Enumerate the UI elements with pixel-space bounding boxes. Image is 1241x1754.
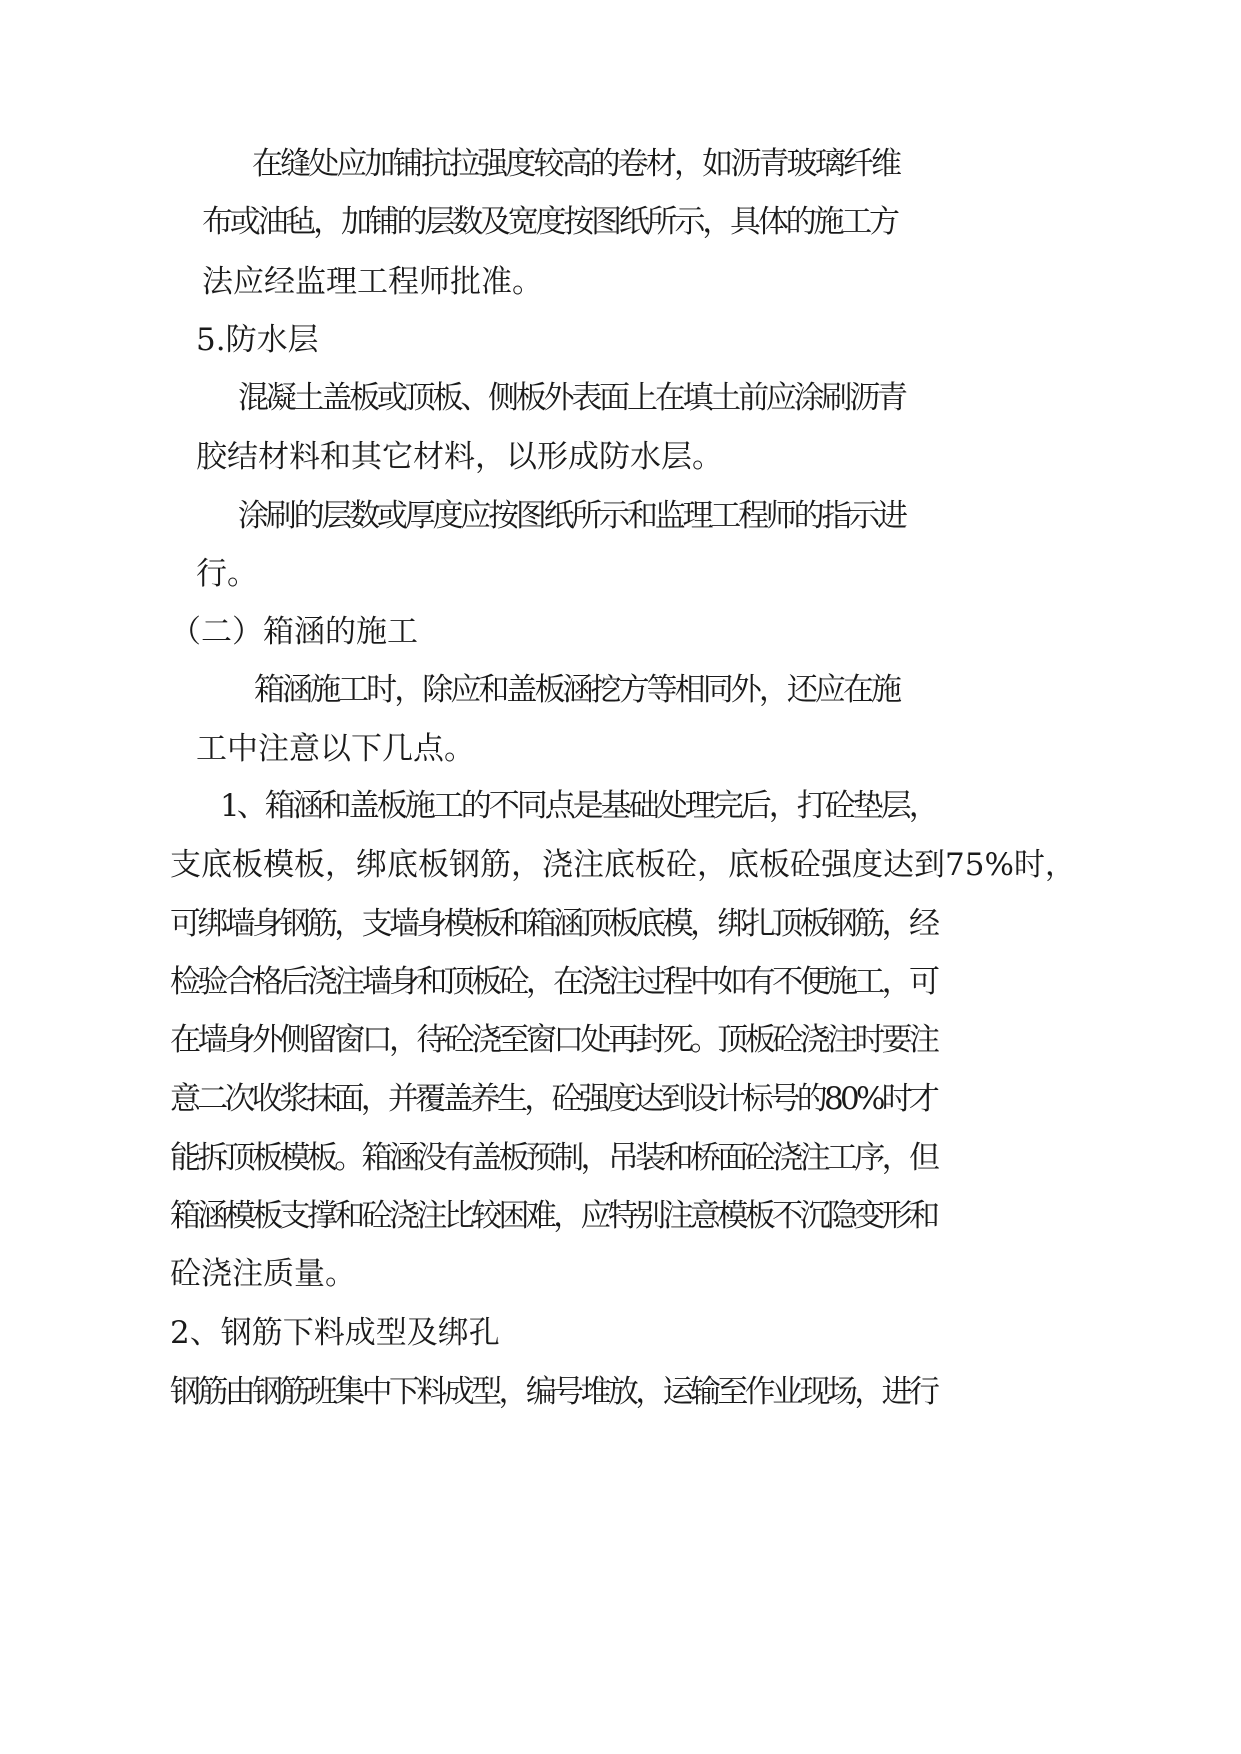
- text-line: 工中注意以下几点。: [196, 731, 475, 767]
- text-line: 可绑墙身钢筋，支墙身模板和箱涵顶板底模，绑扎顶板钢筋，经: [170, 906, 937, 942]
- text-line: 意二次收浆抹面，并覆盖养生，砼强度达到设计标号的80%时才: [170, 1081, 937, 1117]
- text-line: 布或油毡，加铺的层数及宽度按图纸所示，具体的施工方: [202, 204, 897, 240]
- text-line: 在缝处应加铺抗拉强度较高的卷材，如沥青玻璃纤维: [252, 146, 900, 182]
- text-line: 砼浇注质量。: [170, 1256, 356, 1292]
- text-line: 钢筋由钢筋班集中下料成型，编号堆放，运输至作业现场，进行: [170, 1374, 937, 1410]
- section-heading: 5.防水层: [196, 322, 319, 358]
- text-line: 法应经监理工程师批准。: [202, 264, 543, 300]
- text-line: 行。: [196, 556, 258, 592]
- text-line: 1、箱涵和盖板施工的不同点是基础处理完后，打砼垫层，: [220, 788, 937, 824]
- text-line: 在墙身外侧留窗口，待砼浇至窗口处再封死。顶板砼浇注时要注: [170, 1022, 937, 1058]
- text-line: 检验合格后浇注墙身和顶板砼，在浇注过程中如有不便施工，可: [170, 964, 937, 1000]
- text-line: 胶结材料和其它材料，以形成防水层。: [196, 439, 723, 475]
- text-line: 箱涵模板支撑和砼浇注比较困难，应特别注意模板不沉隐变形和: [170, 1198, 937, 1234]
- text-line: 涂刷的层数或厚度应按图纸所示和监理工程师的指示进: [238, 498, 905, 534]
- section-heading: 2、钢筋下料成型及绑孔: [170, 1315, 500, 1351]
- text-line: 箱涵施工时，除应和盖板涵挖方等相同外，还应在施: [254, 672, 900, 708]
- text-line: 混凝土盖板或顶板、侧板外表面上在填土前应涂刷沥青: [238, 380, 905, 416]
- section-heading: （二）箱涵的施工: [170, 614, 418, 650]
- text-line: 支底板模板，绑底板钢筋，浇注底板砼，底板砼强度达到75%时，: [170, 847, 1076, 883]
- text-line: 能拆顶板模板。箱涵没有盖板预制，吊装和桥面砼浇注工序，但: [170, 1140, 937, 1176]
